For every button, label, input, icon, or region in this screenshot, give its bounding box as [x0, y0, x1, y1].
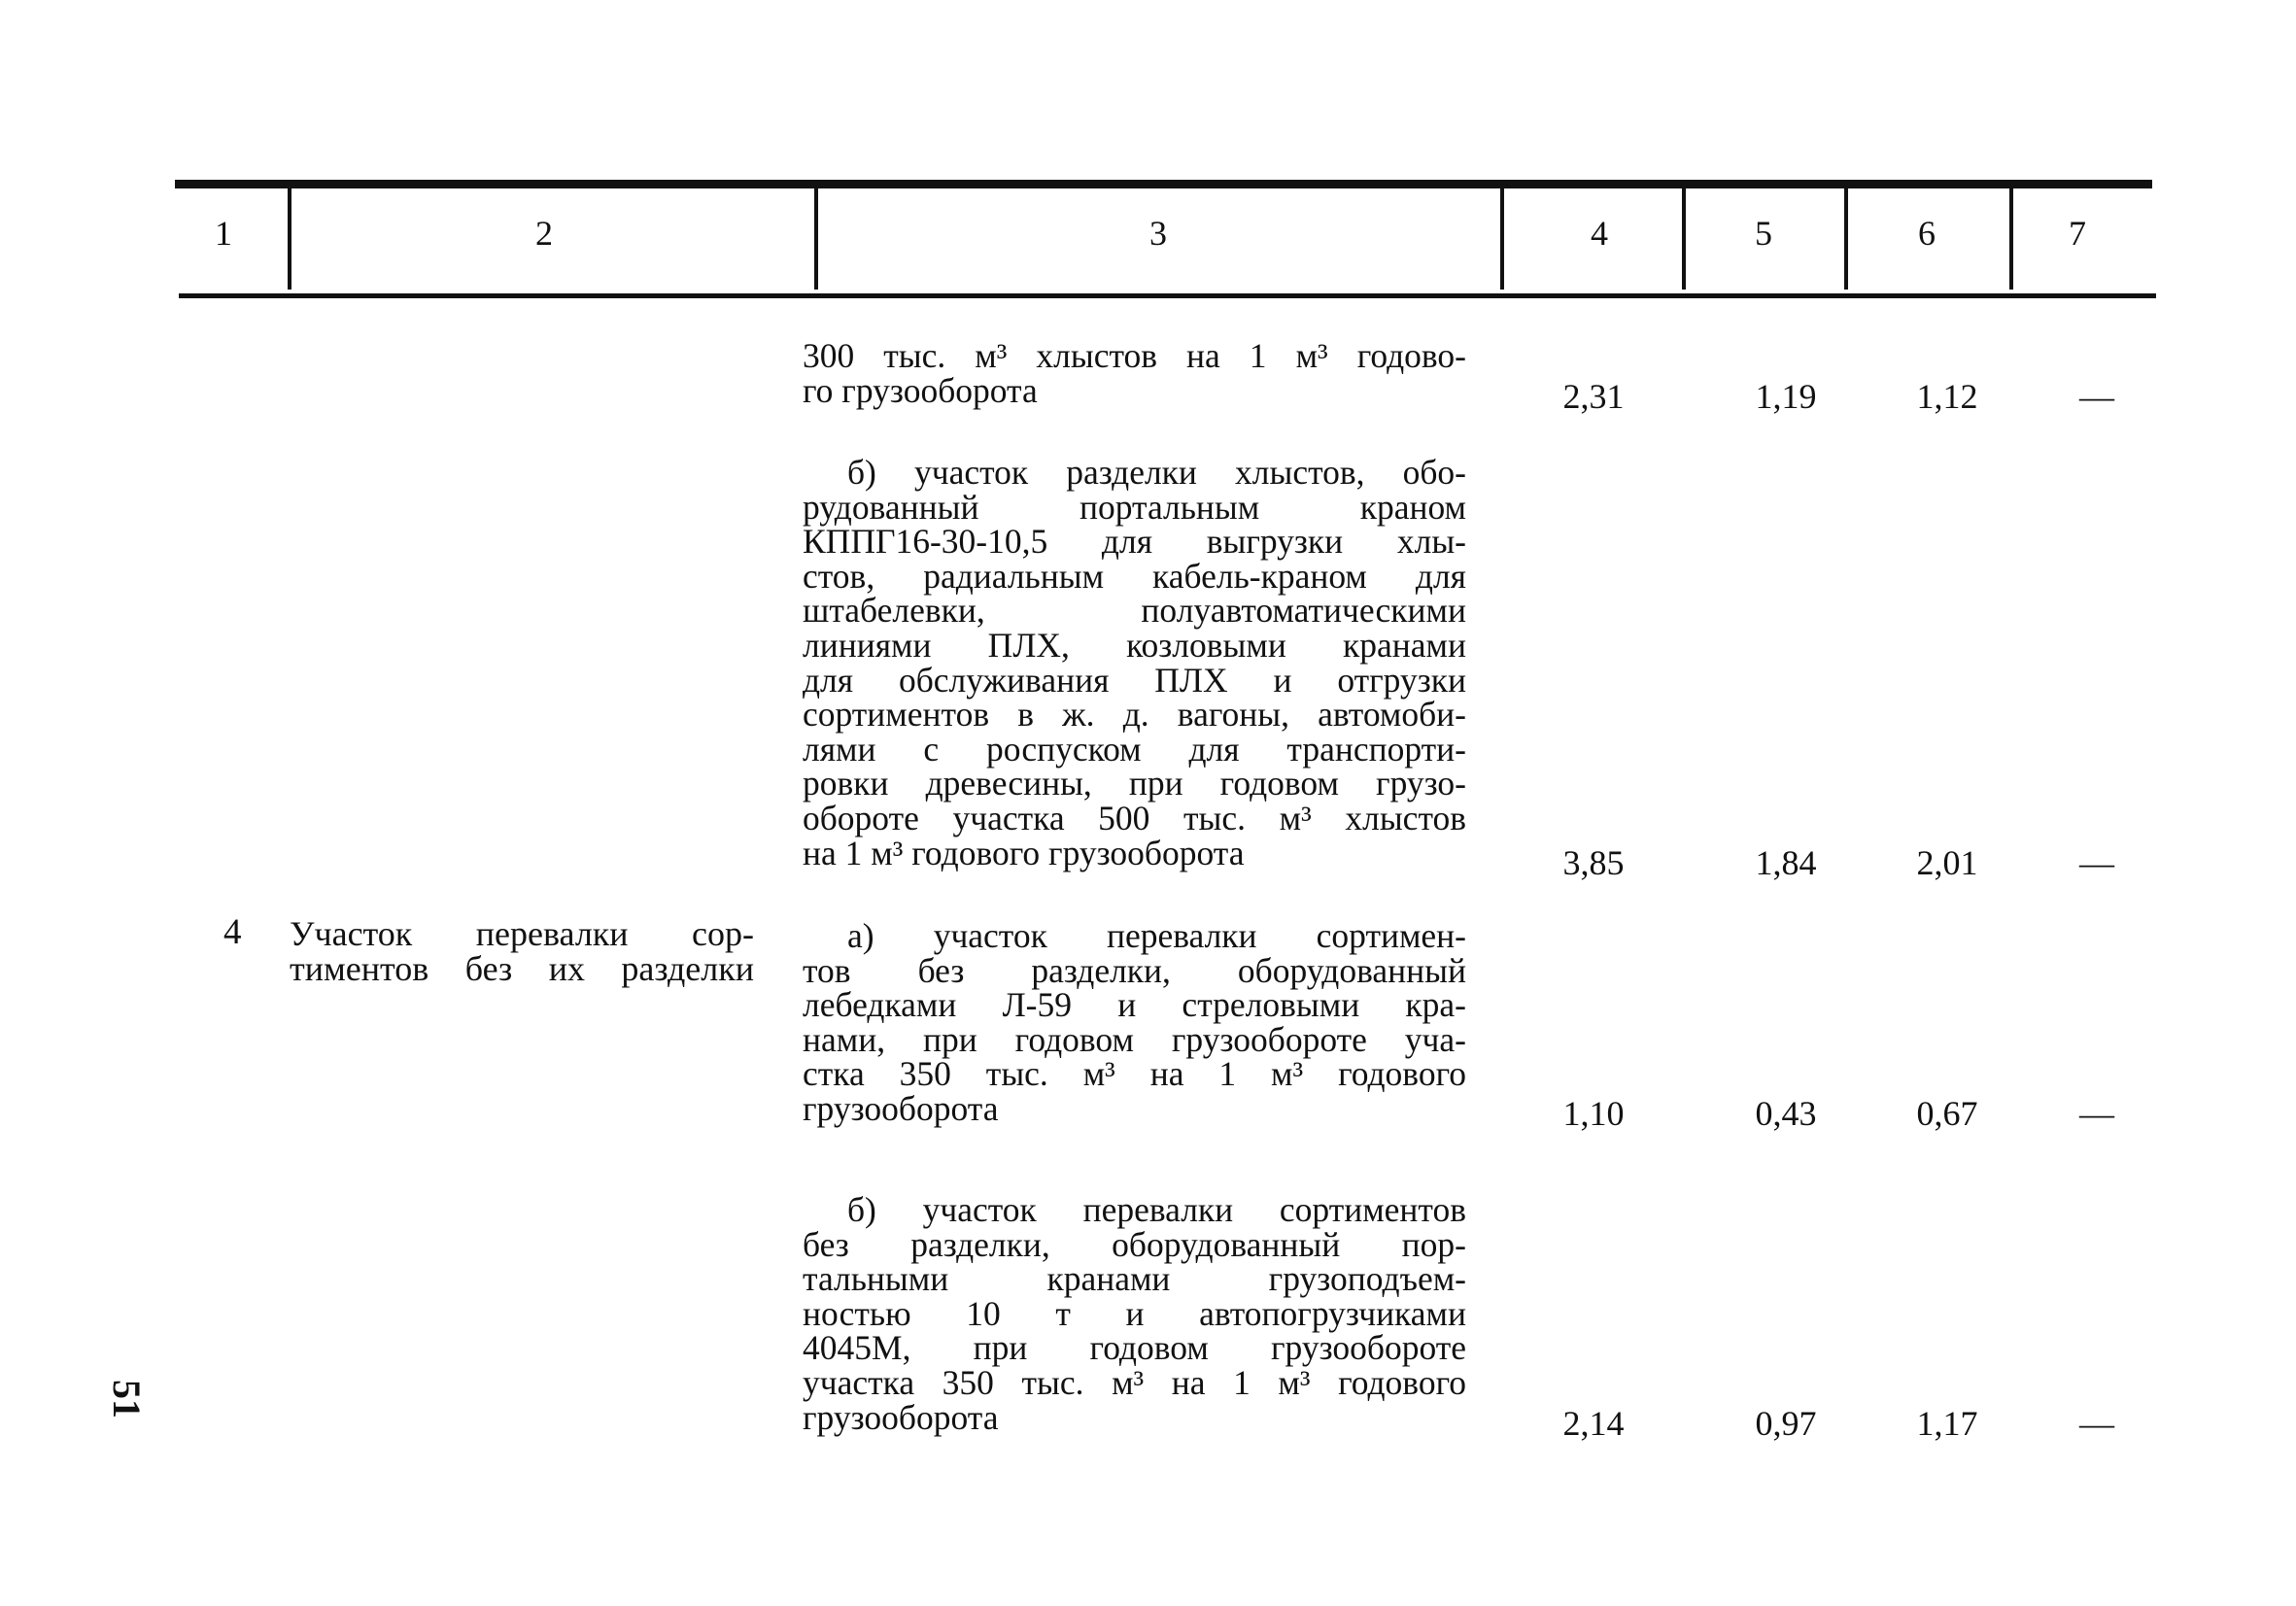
value-col-7: — — [2079, 377, 2114, 416]
row-name-line: тиментов без их разделки — [290, 949, 754, 988]
value-col-4: 1,10 — [1562, 1094, 1625, 1133]
header-col-1: 1 — [215, 214, 232, 253]
column-divider — [1844, 187, 1848, 290]
header-col-5: 5 — [1755, 214, 1772, 253]
value-col-7: — — [2079, 843, 2114, 882]
description-line: КППГ16-30-10,5 для выгрузки хлы- — [803, 522, 1466, 562]
page-number: 51 — [105, 1380, 149, 1418]
value-col-5: 1,84 — [1755, 843, 1817, 882]
row-name-line: Участок перевалки сор- — [290, 914, 754, 953]
value-col-6: 0,67 — [1916, 1094, 1978, 1133]
description-line: обороте участка 500 тыс. м³ хлыстов — [803, 798, 1466, 837]
description-line: ностью 10 т и автопогрузчиками — [803, 1293, 1466, 1333]
description-line: лебедками Л-59 и стреловыми кра- — [803, 985, 1466, 1025]
row-description — [803, 453, 1466, 872]
description-line: без разделки, оборудованный пор- — [803, 1224, 1466, 1264]
header-col-6: 6 — [1918, 214, 1936, 253]
description-line: грузооборота — [803, 1397, 999, 1437]
row-description — [803, 916, 1466, 1128]
header-col-3: 3 — [1149, 214, 1167, 253]
row-description — [803, 1190, 1466, 1437]
value-col-5: 0,43 — [1755, 1094, 1817, 1133]
value-col-7: — — [2079, 1094, 2114, 1133]
column-divider — [288, 187, 291, 290]
description-line: на 1 м³ годового грузооборота — [803, 833, 1245, 872]
value-col-6: 1,17 — [1916, 1404, 1978, 1443]
description-line: а) участок перевалки сортимен- — [847, 916, 1466, 955]
row-number: 4 — [223, 912, 242, 952]
description-line: тов без разделки, оборудованный — [803, 950, 1466, 990]
value-col-6: 1,12 — [1916, 377, 1978, 416]
header-col-2: 2 — [535, 214, 553, 253]
column-divider — [1500, 187, 1504, 290]
table-header-rule — [179, 293, 2156, 298]
description-line: 4045М, при годовом грузообороте — [803, 1328, 1466, 1368]
value-col-4: 2,31 — [1562, 377, 1625, 416]
value-col-7: — — [2079, 1404, 2114, 1443]
description-line: нами, при годовом грузообороте уча- — [803, 1019, 1466, 1059]
column-divider — [814, 187, 818, 290]
column-divider — [1682, 187, 1686, 290]
column-divider — [2009, 187, 2013, 290]
description-line: б) участок разделки хлыстов, обо- — [847, 453, 1466, 492]
description-line: б) участок перевалки сортиментов — [847, 1190, 1466, 1229]
description-line: рудованный портальным краном — [803, 487, 1466, 527]
value-col-4: 2,14 — [1562, 1404, 1625, 1443]
description-line: тальными кранами грузоподъем- — [803, 1259, 1466, 1299]
description-line: штабелевки, полуавтоматическими — [803, 591, 1466, 631]
description-line: линиями ПЛХ, козловыми кранами — [803, 625, 1466, 665]
row-name — [290, 916, 754, 986]
description-line: грузооборота — [803, 1088, 999, 1128]
value-col-5: 0,97 — [1755, 1404, 1817, 1443]
description-line: го грузооборота — [803, 370, 1038, 410]
description-line: 300 тыс. м³ хлыстов на 1 м³ годово- — [803, 336, 1466, 375]
value-col-5: 1,19 — [1755, 377, 1817, 416]
description-line: ровки древесины, при годовом грузо- — [803, 764, 1466, 803]
table-top-rule — [175, 180, 2152, 188]
value-col-4: 3,85 — [1562, 843, 1625, 882]
header-col-7: 7 — [2069, 214, 2086, 253]
description-line: стов, радиальным кабель-краном для — [803, 556, 1466, 596]
header-col-4: 4 — [1591, 214, 1608, 253]
value-col-6: 2,01 — [1916, 843, 1978, 882]
description-line: участка 350 тыс. м³ на 1 м³ годового — [803, 1362, 1466, 1402]
description-line: для обслуживания ПЛХ и отгрузки — [803, 660, 1466, 700]
description-line: лями с роспуском для транспорти- — [803, 729, 1466, 769]
description-line: сортиментов в ж. д. вагоны, автомоби- — [803, 695, 1466, 735]
description-line: стка 350 тыс. м³ на 1 м³ годового — [803, 1054, 1466, 1094]
row-description — [803, 336, 1466, 410]
